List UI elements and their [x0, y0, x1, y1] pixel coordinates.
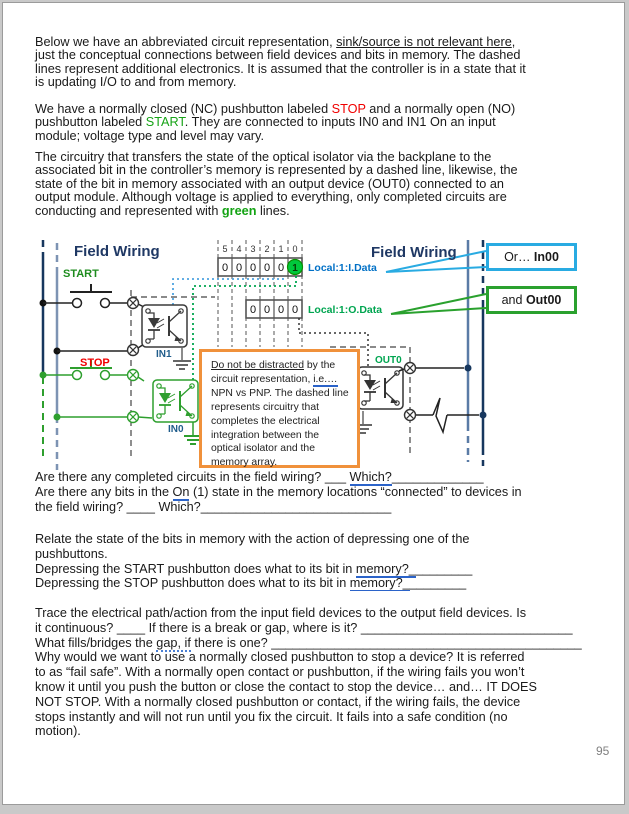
out0-optocoupler [358, 367, 403, 409]
text-run: memory array. [211, 457, 278, 469]
field-wiring-title-left: Field Wiring [74, 243, 160, 260]
text-run: to as “fail safe”. With a normally open contact or pushbutton, if the wiring fails you won’t [35, 665, 525, 680]
svg-text:0: 0 [291, 304, 299, 316]
which-link-1[interactable]: Which? [349, 470, 392, 484]
text-run: pushbuttons. [35, 546, 108, 561]
page-number: 95 [596, 744, 610, 758]
svg-text:0: 0 [263, 262, 271, 274]
text-run: motion). [35, 724, 81, 739]
ie-link[interactable]: i.e.… [313, 373, 338, 385]
text-run: Out00 [525, 293, 562, 307]
text-run: output module. Although voltage is applied to everything, only completed circuits are [35, 190, 507, 205]
output-row-label: Local:1:O.Data [308, 304, 383, 316]
out0-terminal-top [405, 363, 416, 374]
text-run: We have a normally closed (NC) pushbutton labeled [35, 102, 332, 116]
out0-terminal-bottom [405, 410, 416, 421]
text-run: . They are connected to inputs IN0 and IN1 On an input [184, 115, 496, 130]
text-run: ________ [409, 576, 467, 591]
text-run: completes the electrical [211, 415, 320, 427]
svg-text:2: 2 [264, 244, 270, 254]
text-run: green [221, 203, 257, 218]
text-run: state of the bit in memory associated with an output device (OUT0) connected to an [35, 176, 504, 191]
text-run: represents circuitry that [211, 401, 319, 413]
text-run: optical isolator and the [211, 443, 315, 455]
text-run: Why would we want to use a normally closed pushbutton to stop a device? It is referred [35, 650, 525, 665]
svg-text:1: 1 [278, 244, 284, 254]
note-box [199, 349, 360, 468]
right-power-rails [468, 240, 483, 466]
in1-label: IN1 [156, 349, 172, 360]
stop-pushbutton-label: STOP [80, 357, 110, 369]
left-power-rails [43, 240, 57, 470]
in1-terminal-bottom [128, 345, 139, 356]
on-link[interactable]: On [172, 484, 190, 499]
text-run: NPN vs PNP. The dashed line [211, 387, 349, 399]
svg-text:0: 0 [249, 304, 257, 316]
text-run: Or… [504, 250, 534, 264]
text-run: and a normally open (NO) [365, 102, 516, 116]
text-run: The circuitry that transfers the state of the optical isolator via the backplane to the [35, 150, 492, 164]
text-run: stops instantly and will not run until you fix the circuit. It fails into a safe condition (no [35, 709, 508, 724]
memory-link-2[interactable]: memory?_ [349, 576, 410, 591]
svg-text:0: 0 [292, 244, 298, 254]
text-run: it continuous? ____ If there is a break or gap, where is it? ______________________________ [35, 620, 573, 635]
questions-completed-circuits [35, 470, 620, 514]
in1-ground [173, 347, 191, 369]
text-run: Are there any bits in the [35, 484, 173, 499]
svg-text:0: 0 [235, 262, 243, 274]
input-row-label: Local:1:I.Data [308, 262, 377, 274]
text-run: sink/source is not relevant here [336, 35, 512, 49]
text-run: pushbutton labeled [35, 115, 146, 130]
paragraph-circuitry [35, 151, 610, 218]
in1-optocoupler [142, 305, 187, 347]
memory-link-1[interactable]: memory?_ [355, 561, 416, 576]
svg-text:0: 0 [263, 304, 271, 316]
text-run: lines represent additional electronics. It is assumed that the controller is in a state that it [35, 61, 526, 76]
questions-bit-state [35, 532, 620, 591]
questions-trace-path [35, 606, 620, 739]
text-run: know it until you push the button or close the contact to stop the device… and… IT DOES [35, 679, 537, 694]
text-run: just the conceptual connections between field devices and bits in memory. The dashed [35, 48, 521, 63]
text-run: integration between the [211, 429, 320, 441]
text-run: Trace the electrical path/action from the input field devices to the output field devices. Is [35, 606, 527, 620]
svg-text:5: 5 [222, 244, 228, 254]
text-run: Depressing the START pushbutton does what to its bit in [35, 561, 356, 576]
svg-text:0: 0 [249, 262, 257, 274]
text-run: is updating I/O to and from memory. [35, 75, 237, 90]
text-run: Do not be distracted [211, 360, 304, 371]
text-run: (1) state in the memory locations “connected” to devices in [189, 484, 522, 499]
start-word: START [145, 115, 185, 130]
text-run: Are there any completed circuits in the field wiring? ___ [35, 470, 350, 484]
bit-on-value: 1 [292, 263, 298, 274]
text-run: conducting and represented with [35, 203, 222, 218]
text-run: associated bit in the controller’s memory is represented by a dashed line, likewise, the [35, 163, 518, 178]
text-run: by the [304, 360, 336, 371]
text-run: ___________________________ [200, 499, 392, 514]
output-memory-row [246, 300, 382, 318]
text-run: , [511, 35, 516, 49]
text-run: and [501, 293, 526, 307]
in0-terminal-top [128, 370, 139, 381]
svg-text:0: 0 [221, 262, 229, 274]
text-run: Depressing the STOP pushbutton does what to its bit in [35, 576, 350, 591]
in0-terminal-bottom [128, 412, 139, 423]
text-run: Below we have an abbreviated circuit representation, [35, 35, 337, 49]
callout-in00 [486, 243, 577, 271]
text-run: What fills/bridges the [35, 635, 157, 650]
text-run: the field wiring? ____ [35, 499, 159, 514]
text-run: module; voltage type and level may vary. [35, 128, 264, 143]
field-wiring-title-right: Field Wiring [371, 244, 457, 261]
in0-label: IN0 [168, 424, 184, 435]
wire-break-symbol [433, 398, 447, 432]
svg-text:3: 3 [250, 244, 256, 254]
text-run: In00 [533, 250, 559, 264]
paragraph-intro [35, 36, 610, 90]
text-run: NOT STOP. With a normally closed pushbutton or contact, if the wiring fails, the device [35, 694, 521, 709]
text-run: lines. [256, 203, 290, 218]
text-run: Relate the state of the bits in memory with the action of depressing one of the [35, 532, 470, 546]
stop-word: STOP [331, 102, 366, 116]
svg-text:4: 4 [236, 244, 242, 254]
text-run: _____________ [391, 470, 484, 484]
svg-text:0: 0 [277, 262, 285, 274]
input-memory-row [218, 258, 377, 276]
text-run: ________ [415, 561, 473, 576]
which-link-2[interactable]: Which? [158, 499, 201, 514]
svg-text:0: 0 [277, 304, 285, 316]
text-run: there is one? ____________________________________________ [190, 635, 582, 650]
gap-if-spellcheck: gap, if [156, 635, 191, 650]
in0-optocoupler [153, 380, 198, 422]
in1-terminal-top [128, 298, 139, 309]
memory-dashed-columns [218, 240, 302, 347]
paragraph-pushbuttons [35, 103, 610, 143]
start-pushbutton-label: START [63, 268, 99, 280]
callout-out00 [486, 286, 577, 314]
text-run: circuit representation, [211, 373, 314, 385]
out0-label: OUT0 [375, 355, 402, 366]
out0-field-wiring [399, 365, 487, 433]
